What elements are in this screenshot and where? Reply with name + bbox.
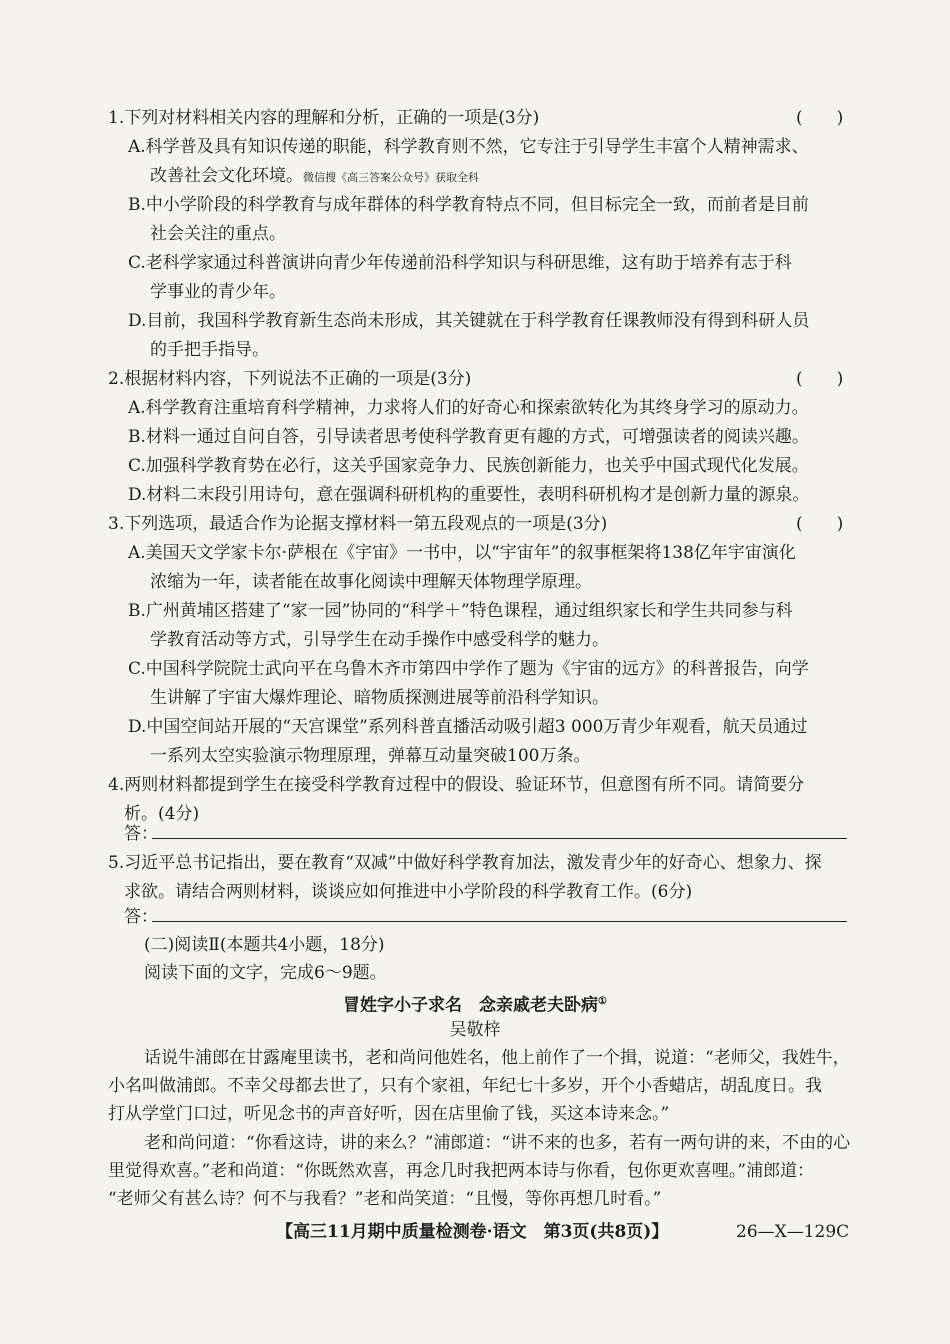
q3-option-c-line2: 生讲解了宇宙大爆炸理论、暗物质探测进展等前沿科学知识。	[150, 688, 609, 708]
q1-option-d-line2: 的手把手指导。	[150, 340, 269, 360]
q5-stem-line2: 求欲。请结合两则材料，谈谈应如何推进中小学阶段的科学教育工作。(6分)	[124, 882, 693, 902]
q1-option-b-line1: B.中小学阶段的科学教育与成年群体的科学教育特点不同，但目标完全一致，而前者是目前	[128, 195, 809, 215]
q3-option-a-line1: A.美国天文学家卡尔·萨根在《宇宙》一书中，以“宇宙年”的叙事框架将138亿年宇宙演化	[128, 543, 796, 563]
passage-title	[0, 990, 950, 1018]
q3-option-d-line2: 一系列太空实验演示物理原理，弹幕互动量突破100万条。	[150, 746, 591, 766]
passage-p1-line2: 小名叫做浦郎。不幸父母都去世了，只有个家祖，年纪七十多岁，开个小香蜡店，胡乱度日。我	[108, 1076, 822, 1096]
q2-option-d: D.材料二末段引用诗句，意在强调科研机构的重要性，表明科研机构才是创新力量的源泉。	[128, 485, 810, 505]
watermark-text: 微信搜《高三答案公众号》获取全科	[303, 171, 479, 184]
q5-stem-line1: 5.习近平总书记指出，要在教育“双减”中做好科学教育加法，激发青少年的好奇心、想象力、探	[108, 853, 822, 873]
q1-option-c-line1: C.老科学家通过科普演讲向青少年传递前沿科学知识与科研思维，这有助于培养有志于科	[128, 253, 792, 273]
q3-option-b-line1: B.广州黄埔区搭建了“家一园”协同的“科学＋”特色课程，通过组织家长和学生共同参与科	[128, 601, 793, 621]
q4-answer-label: 答：	[124, 824, 158, 844]
q2-option-b: B.材料一通过自问自答，引导读者思考使科学教育更有趣的方式，可增强读者的阅读兴趣。	[128, 427, 809, 447]
q3-answer-paren: ( )	[796, 514, 844, 534]
q1-option-a-line1: A.科学普及具有知识传递的职能，科学教育则不然，它专注于引导学生丰富个人精神需求、	[128, 137, 809, 157]
section2-heading: (二)阅读Ⅱ(本题共4小题，18分)	[144, 935, 385, 955]
q2-answer-paren: ( )	[796, 369, 844, 389]
q2-option-a: A.科学教育注重培育科学精神，力求将人们的好奇心和探索欲转化为其终身学习的原动力。	[128, 398, 809, 418]
q2-option-c: C.加强科学教育势在必行，这关乎国家竞争力、民族创新能力，也关乎中国式现代化发展。	[128, 456, 809, 476]
q4-stem-line1: 4.两则材料都提到学生在接受科学教育过程中的假设、验证环节，但意图有所不同。请简要分	[108, 775, 805, 795]
q1-option-d-line1: D.目前，我国科学教育新生态尚未形成，其关键就在于科学教育任课教师没有得到科研人员	[128, 311, 810, 331]
q5-answer-label: 答：	[124, 907, 158, 927]
q3-option-a-line2: 浓缩为一年，读者能在故事化阅读中理解天体物理学原理。	[150, 572, 592, 592]
passage-p1-line1: 话说牛浦郎在甘露庵里读书，老和尚问他姓名，他上前作了一个揖，说道：“老师父，我姓牛，	[144, 1048, 850, 1068]
passage-title-text: 冒姓字小子求名 念亲戚老夫卧病	[343, 995, 599, 1016]
q4-stem-line2: 析。(4分)	[124, 804, 200, 824]
passage-p1-line3: 打从学堂门口过，听见念书的声音好听，因在店里偷了钱，买这本诗来念。”	[108, 1104, 670, 1124]
q1-option-b-line2: 社会关注的重点。	[150, 224, 286, 244]
footnote-marker: ①	[598, 996, 607, 1007]
q4-answer-line[interactable]	[152, 838, 847, 839]
q1-option-a-line2-text: 改善社会文化环境。	[150, 166, 303, 186]
q3-option-d-line1: D.中国空间站开展的“天宫课堂”系列科普直播活动吸引超3 000万青少年观看，航天员通过	[128, 717, 808, 737]
q3-option-c-line1: C.中国科学院院士武向平在乌鲁木齐市第四中学作了题为《宇宙的远方》的科普报告，向学	[128, 659, 809, 679]
footer-page-label: 【高三11月期中质量检测卷·语文 第3页(共8页)】	[276, 1222, 669, 1242]
q3-option-b-line2: 学教育活动等方式，引导学生在动手操作中感受科学的魅力。	[150, 630, 609, 650]
section2-instruction: 阅读下面的文字，完成6～9题。	[144, 963, 387, 983]
q1-option-a-line2	[150, 164, 479, 190]
q1-option-c-line2: 学事业的青少年。	[150, 282, 286, 302]
q1-stem: 1.下列对材料相关内容的理解和分析，正确的一项是(3分)	[108, 108, 540, 128]
passage-p2-line2: 里觉得欢喜。”老和尚道：“你既然欢喜，再念几时我把两本诗与你看，包你更欢喜哩。”浦郎道：	[108, 1161, 815, 1181]
passage-p2-line3: “老师父有甚么诗？何不与我看？”老和尚笑道：“且慢，等你再想几时看。”	[108, 1189, 662, 1209]
q3-stem: 3.下列选项，最适合作为论据支撑材料一第五段观点的一项是(3分)	[108, 514, 608, 534]
q1-answer-paren: ( )	[796, 108, 844, 128]
passage-p2-line1: 老和尚问道：“你看这诗，讲的来么？”浦郎道：“讲不来的也多，若有一两句讲的来，不由的心	[144, 1133, 851, 1153]
footer-code: 26—X—129C	[736, 1222, 850, 1242]
q5-answer-line[interactable]	[152, 921, 847, 922]
q2-stem: 2.根据材料内容，下列说法不正确的一项是(3分)	[108, 369, 472, 389]
passage-author: 吴敬梓	[449, 1020, 501, 1040]
